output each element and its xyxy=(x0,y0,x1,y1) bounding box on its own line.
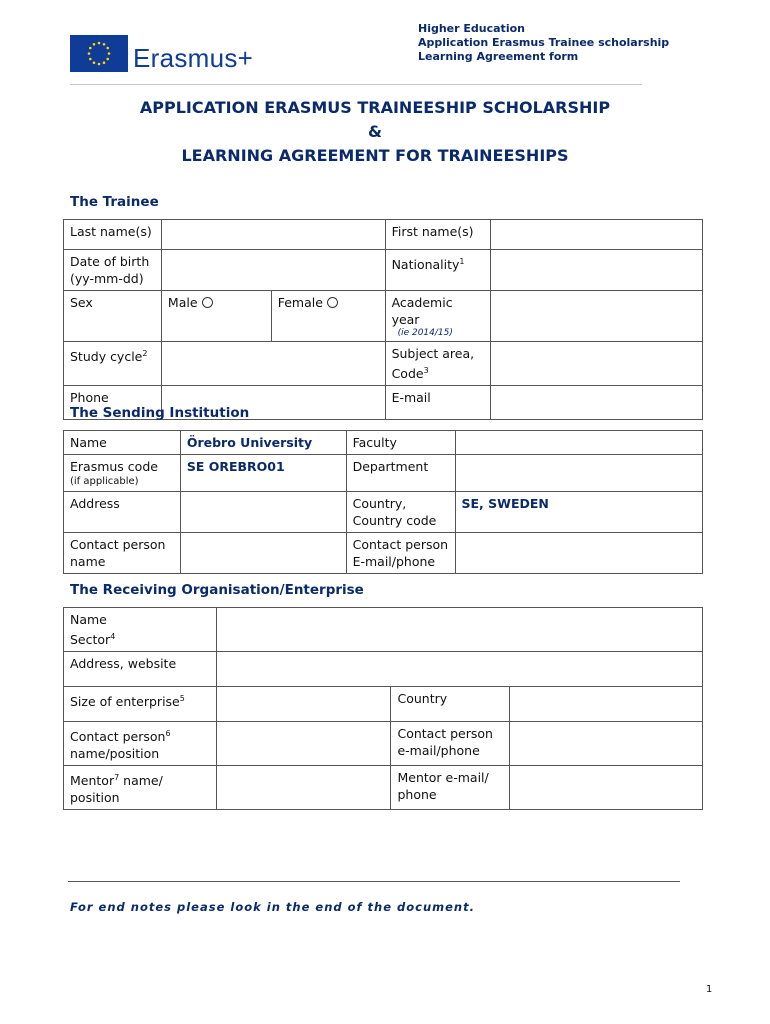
sending-table xyxy=(63,430,703,574)
academic-year-label: Academic year (ie 2014/15) xyxy=(385,291,490,342)
nationality-label: Nationality$^1$ xyxy=(385,250,490,291)
subject-area-field[interactable] xyxy=(490,342,703,386)
header-info xyxy=(418,22,669,64)
footer-note: For end notes please look in the end of the document. xyxy=(70,900,475,914)
female-option[interactable]: Female xyxy=(271,291,385,342)
academic-year-hint: (ie 2014/15) xyxy=(397,328,453,338)
receiving-name-label: Name Sector$^4$ xyxy=(64,608,217,652)
study-cycle-field[interactable] xyxy=(161,342,385,386)
address-label: Address xyxy=(64,492,181,533)
title-line-1: APPLICATION ERASMUS TRAINEESHIP SCHOLARSHIP xyxy=(139,98,611,117)
receiving-address-field[interactable] xyxy=(216,652,702,687)
section-sending-heading: The Sending Institution xyxy=(70,405,250,421)
size-label: Size of enterprise$^5$ xyxy=(64,687,217,722)
header-divider xyxy=(70,84,642,85)
email-field[interactable] xyxy=(490,386,703,420)
nationality-field[interactable] xyxy=(490,250,703,291)
section-trainee-heading: The Trainee xyxy=(70,194,159,210)
last-name-label: Last name(s) xyxy=(64,220,162,250)
mentor-label: Mentor$^7$ name/ position xyxy=(64,766,217,810)
eu-stars-icon xyxy=(70,35,128,72)
mentor-field[interactable] xyxy=(216,766,391,810)
dob-label: Date of birth (yy-mm-dd) xyxy=(64,250,162,291)
address-field[interactable] xyxy=(180,492,346,533)
phone-label: Phone xyxy=(64,386,162,420)
sending-contact-field[interactable] xyxy=(180,533,346,574)
header-line-1: Higher Education xyxy=(418,22,525,35)
dob-field[interactable] xyxy=(161,250,385,291)
sending-name-value: Örebro University xyxy=(180,431,346,455)
academic-year-field[interactable] xyxy=(490,291,703,342)
receiving-country-label: Country xyxy=(391,687,510,722)
title-line-3: LEARNING AGREEMENT FOR TRAINEESHIPS xyxy=(181,146,569,165)
receiving-table xyxy=(63,607,703,810)
header-line-3: Learning Agreement form xyxy=(418,50,579,63)
sending-name-label: Name xyxy=(64,431,181,455)
header-line-2: Application Erasmus Trainee scholarship xyxy=(418,36,670,49)
male-option[interactable]: Male xyxy=(161,291,271,342)
first-name-field[interactable] xyxy=(490,220,703,250)
erasmus-code-label: Erasmus code (if applicable) xyxy=(64,455,181,492)
receiving-contact-email-field[interactable] xyxy=(510,722,703,766)
receiving-name-field[interactable] xyxy=(216,608,702,652)
study-cycle-label: Study cycle$^2$ xyxy=(64,342,162,386)
female-radio[interactable] xyxy=(327,297,338,308)
eu-flag-logo xyxy=(70,35,128,72)
department-label: Department xyxy=(346,455,455,492)
mentor-email-label: Mentor e-mail/ phone xyxy=(391,766,510,810)
erasmus-code-value: SE OREBRO01 xyxy=(180,455,346,492)
page-number: 1 xyxy=(706,984,713,995)
receiving-address-label: Address, website xyxy=(64,652,217,687)
country-label: Country, Country code xyxy=(346,492,455,533)
sending-contact-email-field[interactable] xyxy=(455,533,702,574)
title-line-2: & xyxy=(368,122,382,141)
email-label: E-mail xyxy=(385,386,490,420)
section-receiving-heading: The Receiving Organisation/Enterprise xyxy=(70,582,364,598)
sex-label: Sex xyxy=(64,291,162,342)
country-value: SE, SWEDEN xyxy=(455,492,702,533)
sending-contact-label: Contact person name xyxy=(64,533,181,574)
faculty-field[interactable] xyxy=(455,431,702,455)
subject-area-label: Subject area, Code$^3$ xyxy=(385,342,490,386)
receiving-country-field[interactable] xyxy=(510,687,703,722)
first-name-label: First name(s) xyxy=(385,220,490,250)
last-name-field[interactable] xyxy=(161,220,385,250)
male-radio[interactable] xyxy=(202,297,213,308)
sending-contact-email-label: Contact person E-mail/phone xyxy=(346,533,455,574)
receiving-contact-label: Contact person$^6$ name/position xyxy=(64,722,217,766)
receiving-contact-field[interactable] xyxy=(216,722,391,766)
department-field[interactable] xyxy=(455,455,702,492)
mentor-email-field[interactable] xyxy=(510,766,703,810)
receiving-contact-email-label: Contact person e-mail/phone xyxy=(391,722,510,766)
erasmus-logo-text: Erasmus+ xyxy=(133,43,254,73)
trainee-table xyxy=(63,219,703,420)
faculty-label: Faculty xyxy=(346,431,455,455)
document-title xyxy=(60,96,690,168)
size-field[interactable] xyxy=(216,687,391,722)
footer-divider xyxy=(68,881,680,882)
